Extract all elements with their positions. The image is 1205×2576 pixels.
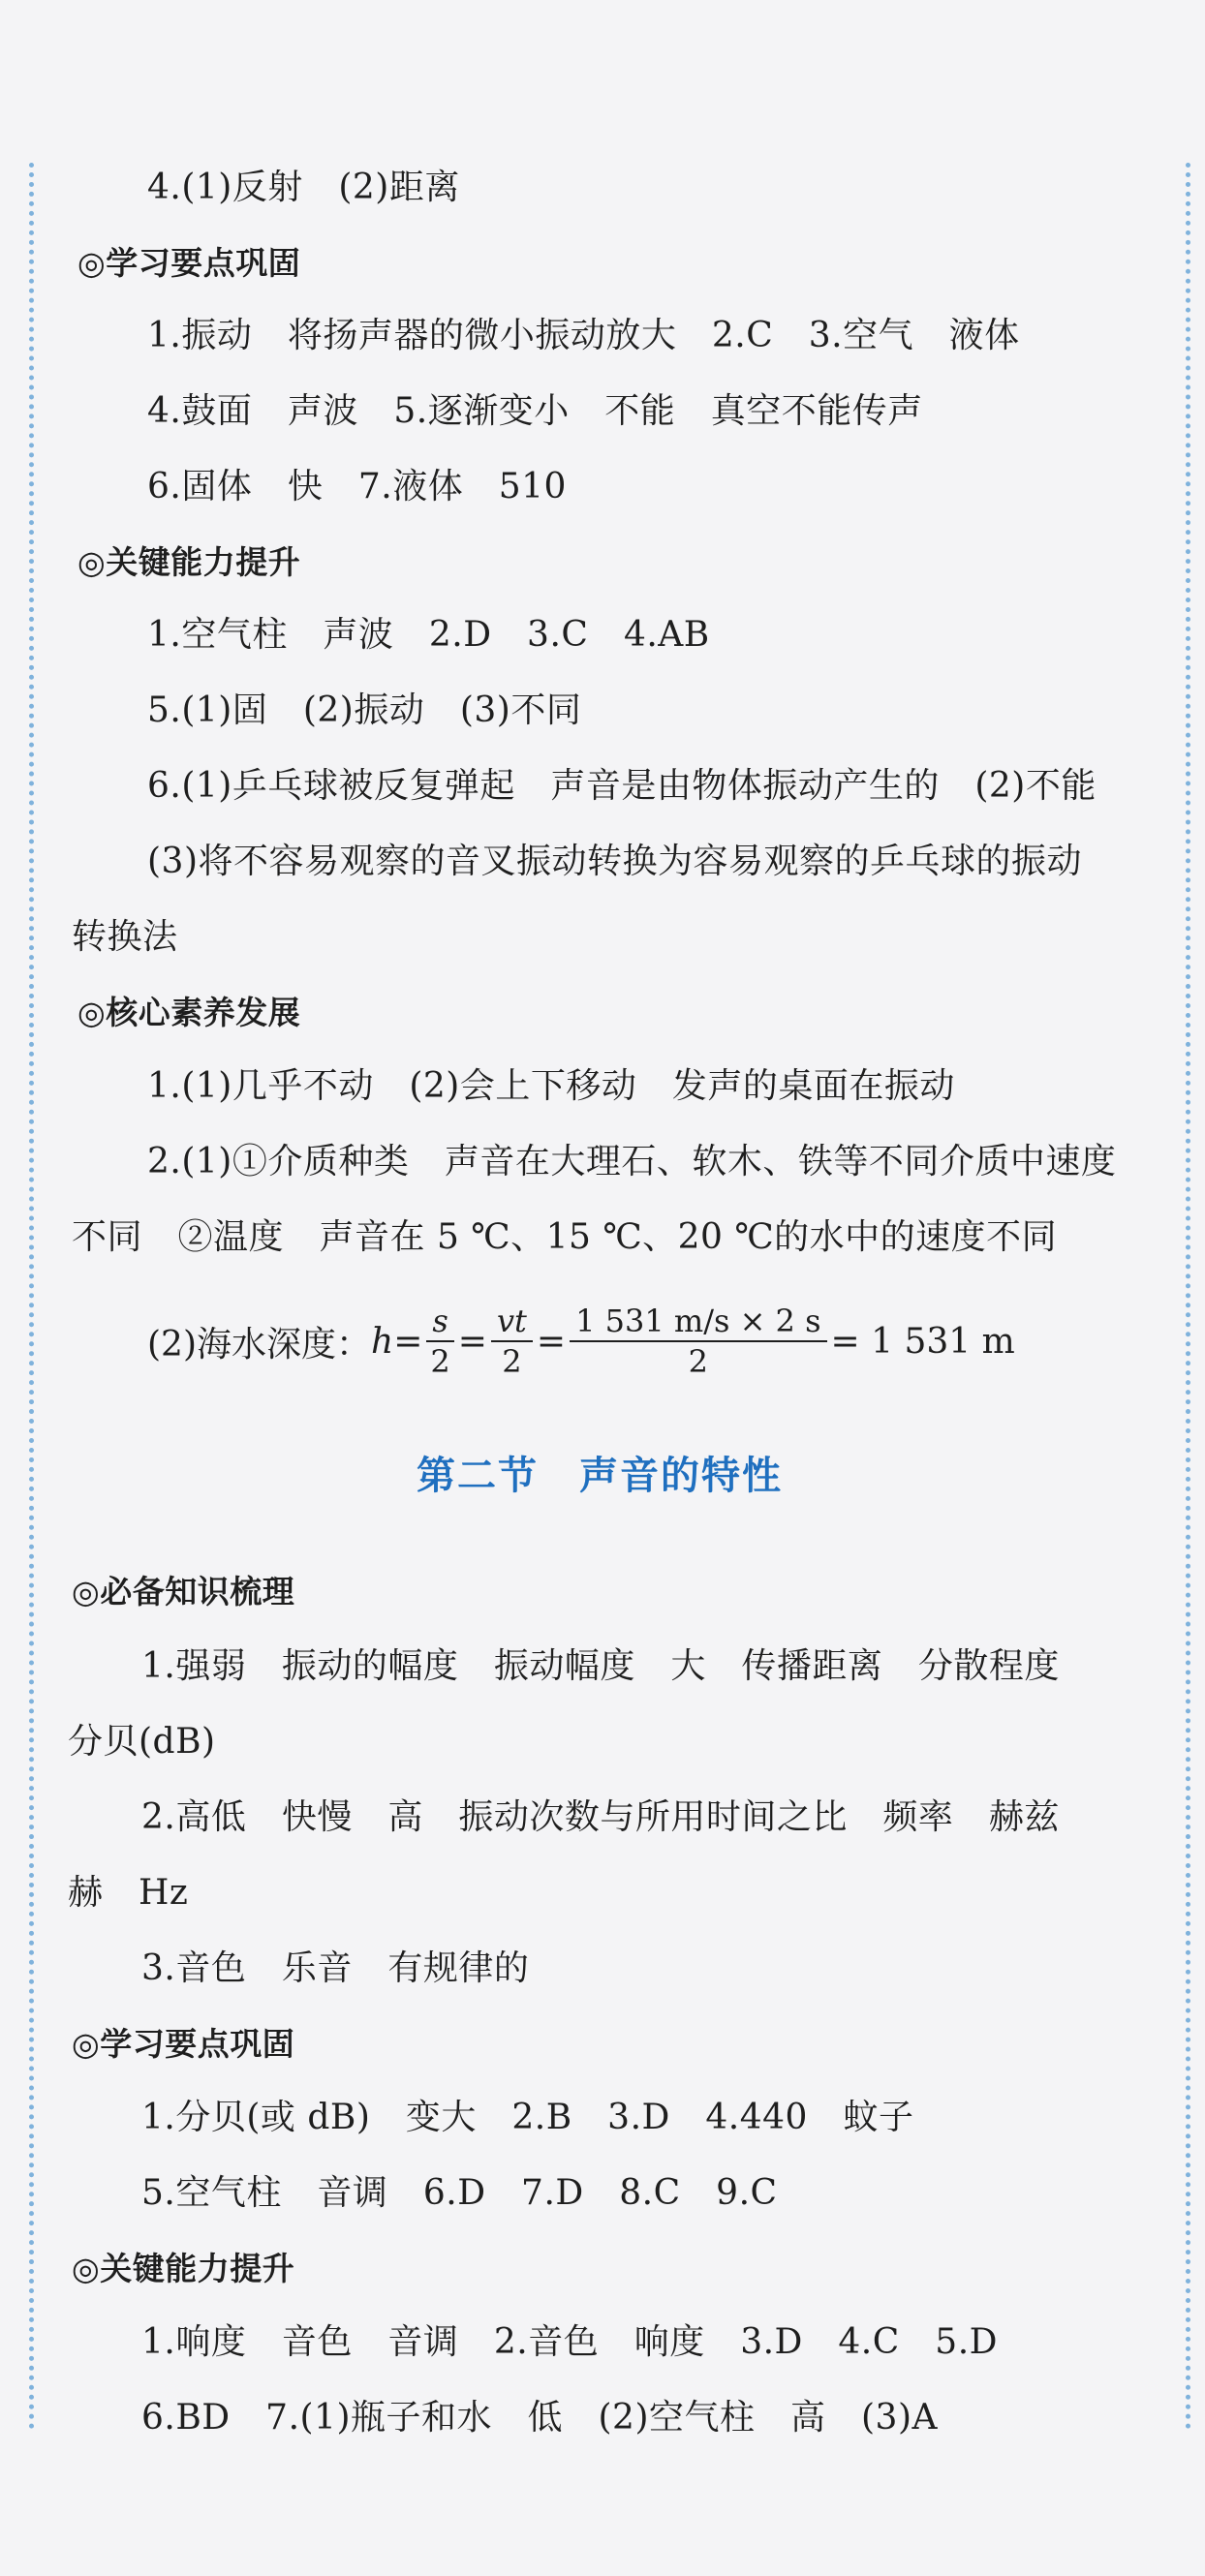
answer-line: 2.高低 快慢 高 振动次数与所用时间之比 频率 赫兹 (141, 1797, 1060, 1837)
section-heading: ◎学习要点巩固 (77, 244, 301, 282)
fraction-numerator: 1 531 m/s × 2 s (570, 1302, 826, 1342)
answer-line: 5.(1)固 (2)振动 (3)不同 (147, 690, 582, 730)
fraction-numerator: s (426, 1302, 453, 1342)
answer-line: (3)将不容易观察的音叉振动转换为容易观察的乒乓球的振动 (147, 842, 1082, 881)
answer-line: 6.固体 快 7.液体 510 (147, 467, 567, 506)
answer-line: 6.(1)乒乓球被反复弹起 声音是由物体振动产生的 (2)不能 (147, 766, 1097, 806)
section-heading: ◎关键能力提升 (72, 2250, 295, 2287)
answer-line: 5.空气柱 音调 6.D 7.D 8.C 9.C (141, 2173, 778, 2213)
formula-var-h: h (371, 1321, 394, 1362)
formula-fraction-s (426, 1302, 453, 1381)
formula-equals: = (536, 1321, 567, 1362)
depth-formula (147, 1298, 1015, 1385)
answer-line: 1.响度 音色 音调 2.音色 响度 3.D 4.C 5.D (141, 2322, 999, 2362)
answer-line: 1.(1)几乎不动 (2)会上下移动 发声的桌面在振动 (147, 1066, 955, 1106)
answer-line: 1.振动 将扬声器的微小振动放大 2.C 3.空气 液体 (147, 316, 1020, 355)
answer-line: 1.分贝(或 dB) 变大 2.B 3.D 4.440 蚊子 (141, 2098, 914, 2137)
section-heading: ◎学习要点巩固 (72, 2025, 295, 2063)
formula-equals: = (393, 1321, 423, 1362)
answer-line: 不同 ②温度 声音在 5 ℃、15 ℃、20 ℃的水中的速度不同 (72, 1217, 1058, 1257)
formula-prefix: (2)海水深度： (147, 1324, 371, 1365)
answer-line: 4.(1)反射 (2)距离 (147, 168, 460, 207)
fraction-numerator: vt (491, 1302, 533, 1342)
section-heading: ◎必备知识梳理 (72, 1573, 295, 1610)
answer-line: 6.BD 7.(1)瓶子和水 低 (2)空气柱 高 (3)A (141, 2398, 938, 2438)
answer-line: 4.鼓面 声波 5.逐渐变小 不能 真空不能传声 (147, 391, 923, 431)
answer-line: 1.空气柱 声波 2.D 3.C 4.AB (147, 615, 710, 655)
fraction-denominator: 2 (688, 1343, 708, 1380)
answer-line: 3.音色 乐音 有规律的 (141, 1948, 530, 1988)
formula-result: = 1 531 m (830, 1321, 1015, 1362)
fraction-denominator: 2 (430, 1343, 450, 1380)
answer-line: 转换法 (72, 917, 178, 957)
formula-equals: = (457, 1321, 487, 1362)
section-title: 第二节 声音的特性 (417, 1454, 783, 1498)
answer-line: 赫 Hz (68, 1873, 189, 1913)
answer-line: 1.强弱 振动的幅度 振动幅度 大 传播距离 分散程度 (141, 1646, 1060, 1686)
fraction-denominator: 2 (502, 1343, 522, 1380)
formula-fraction-values (570, 1302, 826, 1381)
section-heading: ◎关键能力提升 (77, 543, 301, 581)
section-heading: ◎核心素养发展 (77, 994, 301, 1031)
answer-line: 分贝(dB) (68, 1722, 216, 1762)
answer-line: 2.(1)①介质种类 声音在大理石、软木、铁等不同介质中速度 (147, 1142, 1117, 1181)
formula-fraction-vt (491, 1302, 533, 1381)
